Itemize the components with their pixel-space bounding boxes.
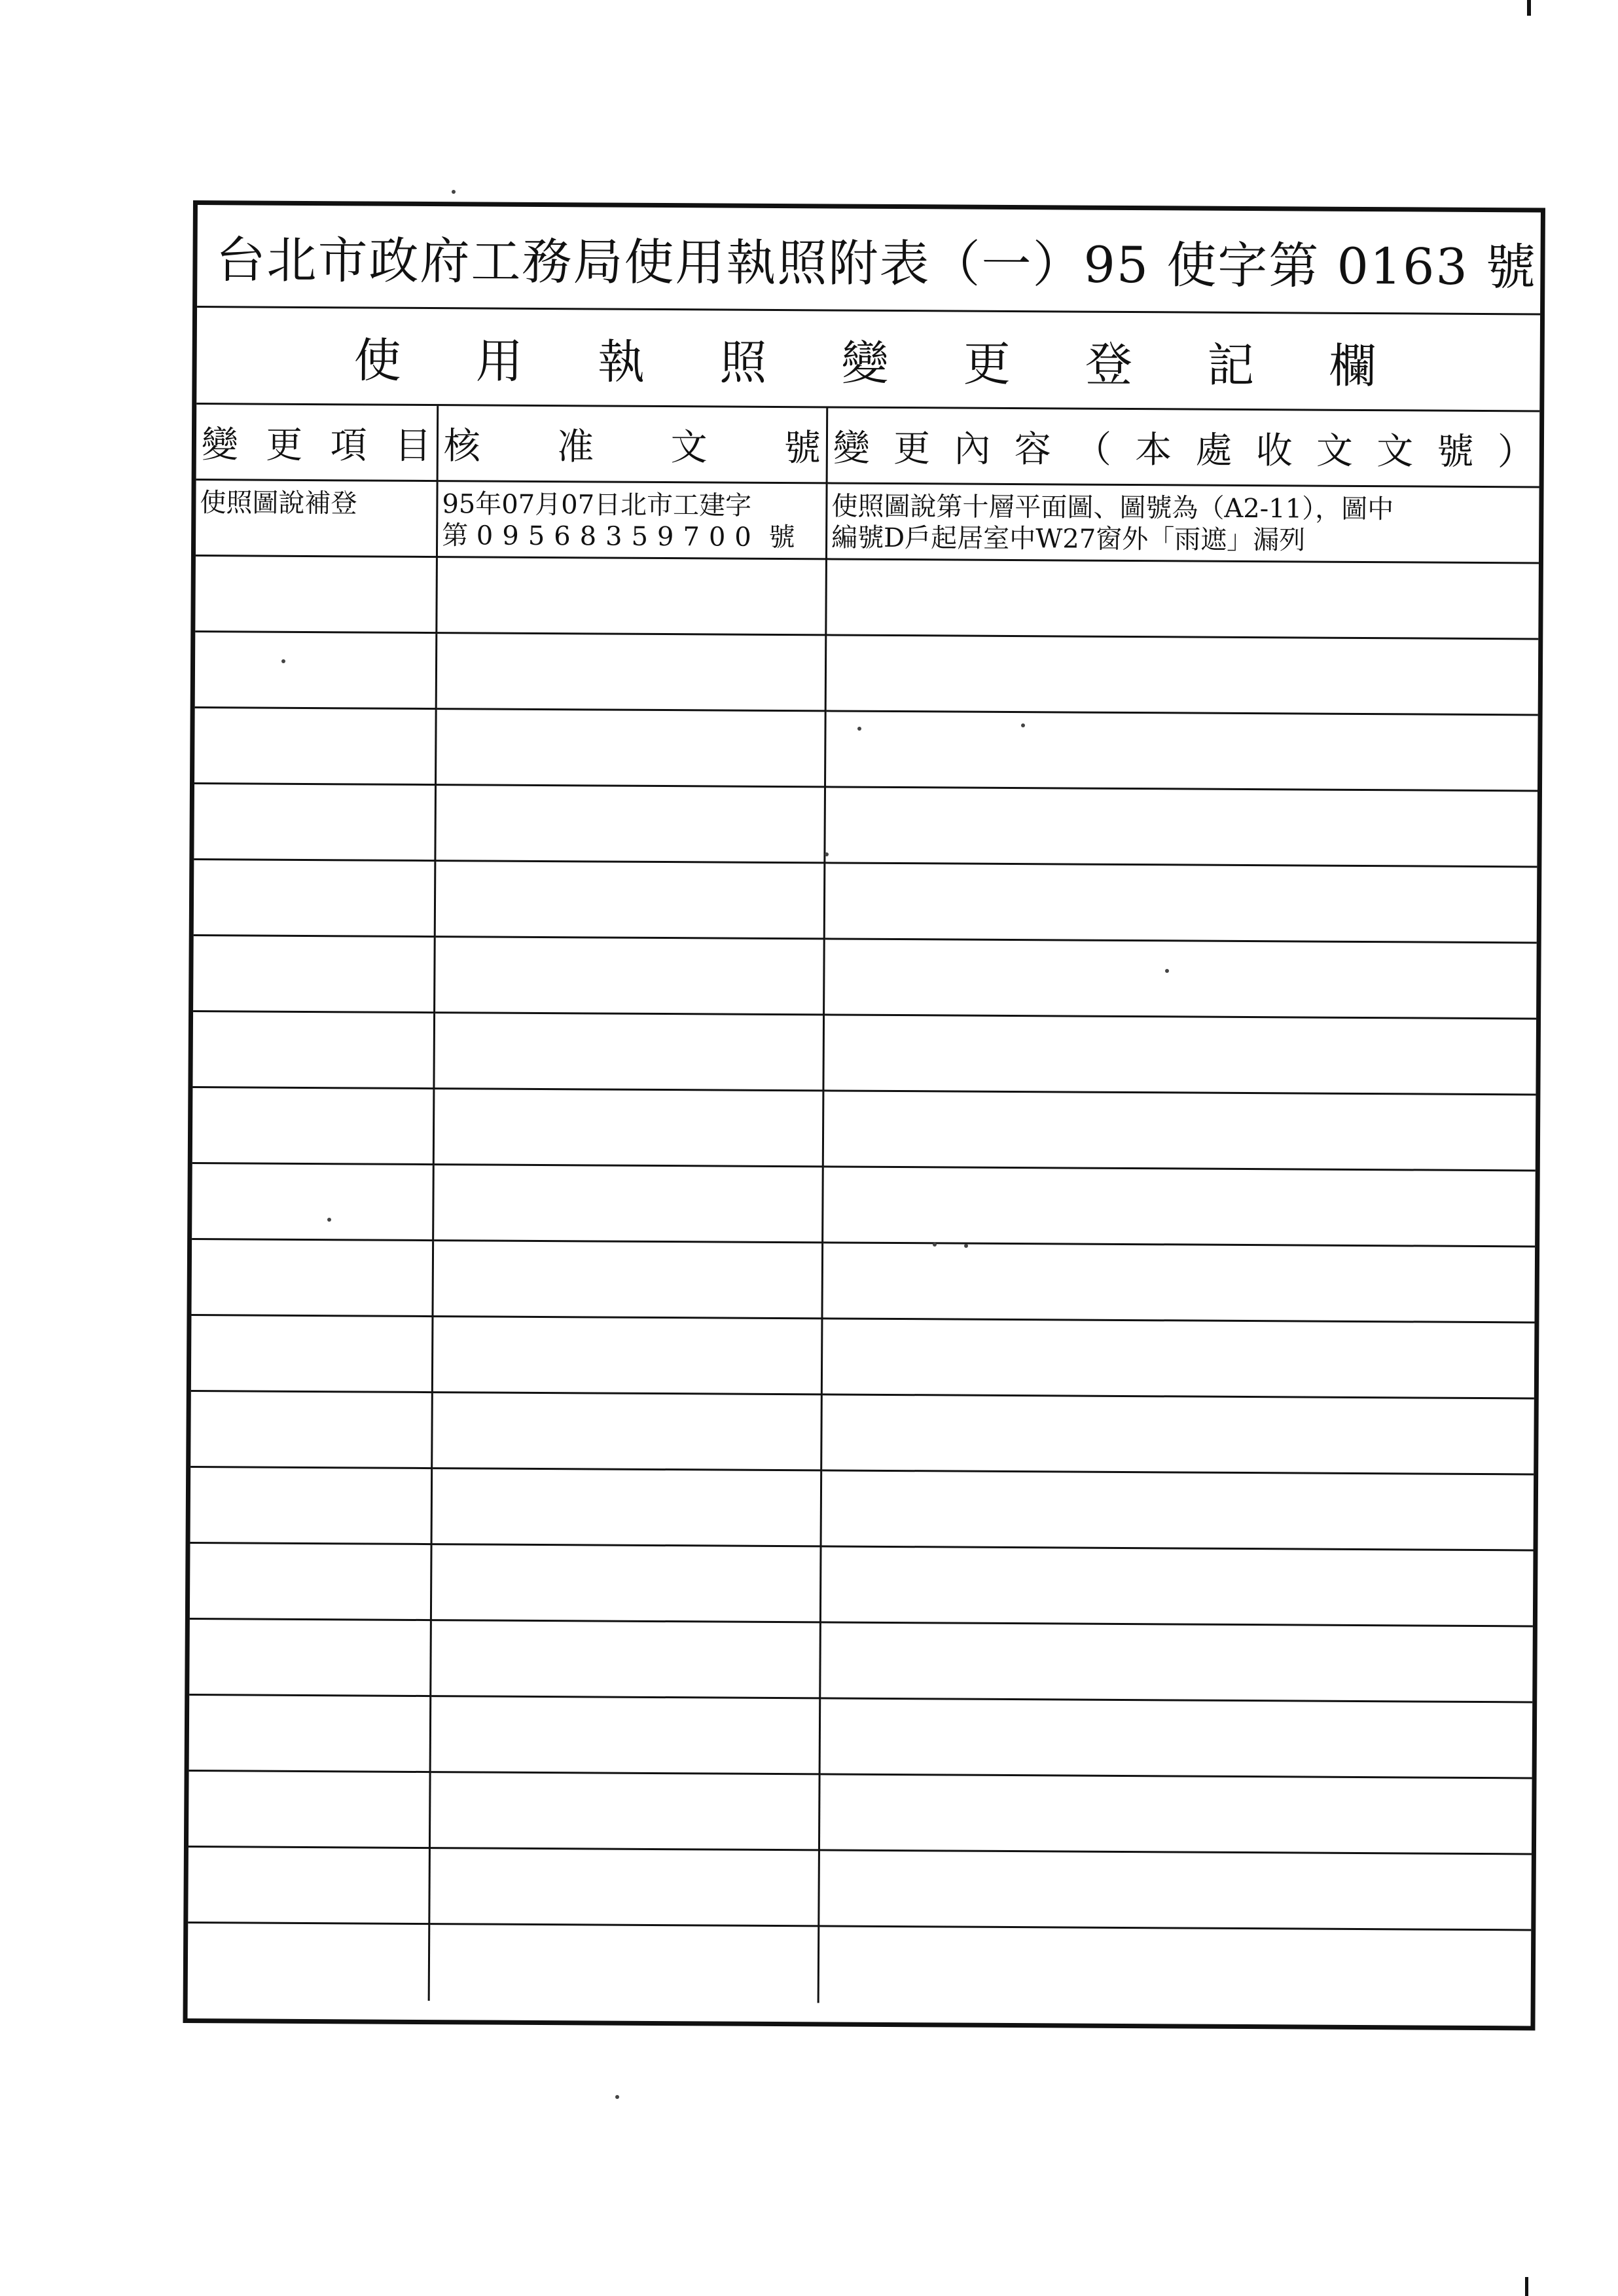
empty-cell-change-item <box>195 556 438 634</box>
empty-cell-change-item <box>190 1392 433 1469</box>
empty-cell-change-item <box>189 1772 431 1849</box>
empty-cell-approval-number <box>433 1241 823 1319</box>
empty-cell-change-content <box>827 560 1539 640</box>
header-approval-number-char: 號 <box>783 426 821 469</box>
scan-edge-mark-bottom <box>1525 2277 1528 2296</box>
empty-cell-change-content <box>822 1471 1534 1551</box>
change-registration-table <box>187 405 1539 2026</box>
empty-cell-approval-number <box>433 1393 823 1471</box>
subtitle-char: 更 <box>963 336 1011 392</box>
empty-cell-approval-number <box>432 1545 822 1623</box>
header-change-content-char: 處 <box>1195 429 1232 472</box>
empty-cell-change-content <box>819 1851 1532 1931</box>
empty-cell-approval-number <box>436 862 826 939</box>
empty-cell-approval-number <box>435 1013 825 1091</box>
header-change-content-char: 文 <box>1316 429 1354 473</box>
column-header-change-content <box>828 408 1540 488</box>
scan-speck <box>825 852 829 856</box>
approval-number-line-1: 95年07月07日北市工建字 <box>442 489 752 521</box>
subtitle-char: 使 <box>353 332 401 388</box>
header-approval-number-char: 文 <box>670 426 708 469</box>
empty-cell-change-item <box>188 1923 431 2001</box>
subtitle-char: 照 <box>719 334 767 390</box>
empty-cell-change-content <box>823 1319 1535 1399</box>
header-change-content-char: 收 <box>1255 429 1293 472</box>
empty-cell-approval-number <box>431 1697 821 1775</box>
empty-cell-change-item <box>192 1164 435 1241</box>
empty-cell-change-content <box>827 636 1539 716</box>
empty-cell-change-content <box>825 939 1537 1019</box>
empty-cell-approval-number <box>433 1469 823 1547</box>
empty-cell-change-item <box>191 1240 434 1317</box>
approval-number-value: 09568359700 <box>476 520 761 553</box>
empty-cell-change-item <box>192 1012 435 1089</box>
header-change-content-char: （ <box>1074 428 1112 471</box>
empty-cell-approval-number <box>431 1773 821 1851</box>
header-change-item-char: 更 <box>266 424 303 467</box>
scan-speck <box>964 1244 968 1248</box>
empty-cell-change-item <box>190 1544 433 1621</box>
empty-cell-change-content <box>823 1167 1536 1247</box>
empty-cell-change-item <box>189 1620 432 1697</box>
empty-cell-change-content <box>824 1091 1536 1171</box>
header-change-content-char: 變 <box>833 426 871 470</box>
scan-edge-mark-top <box>1527 0 1531 16</box>
header-change-item-char: 項 <box>330 424 367 467</box>
header-approval-number-char: 核 <box>443 424 481 467</box>
header-change-item-char: 目 <box>394 424 432 467</box>
header-change-content-char: 文 <box>1376 429 1414 473</box>
scan-speck <box>327 1218 331 1222</box>
empty-cell-change-content <box>819 1927 1532 2007</box>
empty-cell-change-content <box>822 1395 1534 1475</box>
subtitle-char: 用 <box>475 333 524 389</box>
scan-speck <box>452 190 456 194</box>
header-change-item-char: 變 <box>201 423 239 466</box>
empty-cell-approval-number <box>435 1089 825 1167</box>
empty-cell-change-item <box>190 1468 433 1545</box>
table-cell-change-item <box>196 481 439 558</box>
scan-speck <box>1021 723 1025 727</box>
usage-license-change-form <box>183 200 1545 2030</box>
empty-cell-approval-number <box>433 1317 823 1395</box>
header-change-content-char: ） <box>1497 430 1534 473</box>
table-cell-change-content <box>827 484 1539 564</box>
header-change-content-char: 本 <box>1135 428 1172 471</box>
empty-cell-change-content <box>825 864 1537 943</box>
empty-cell-change-item <box>194 784 437 862</box>
change-item-text: 使照圖說補登 <box>200 488 357 519</box>
empty-cell-change-item <box>194 708 437 786</box>
empty-cell-change-item <box>191 1316 434 1393</box>
approval-number-suffix: 號 <box>768 522 795 553</box>
scan-speck <box>615 2095 619 2099</box>
header-change-content-char: 號 <box>1437 430 1474 473</box>
empty-cell-approval-number <box>437 558 827 636</box>
scan-speck <box>857 727 861 731</box>
empty-cell-change-content <box>820 1775 1532 1855</box>
header-change-content-char: 容 <box>1014 428 1051 471</box>
empty-cell-change-content <box>824 1015 1536 1095</box>
subtitle-char: 執 <box>597 333 645 390</box>
column-header-approval-number <box>439 406 829 484</box>
subtitle-char: 登 <box>1085 337 1133 392</box>
empty-cell-change-item <box>189 1696 432 1773</box>
empty-cell-approval-number <box>430 1925 820 2003</box>
column-header-change-item <box>196 405 439 482</box>
empty-cell-approval-number <box>437 710 827 788</box>
subtitle-char: 變 <box>841 335 889 391</box>
empty-cell-approval-number <box>431 1621 821 1699</box>
empty-cell-change-item <box>193 936 436 1013</box>
approval-number-prefix: 第 <box>442 520 469 551</box>
header-approval-number-char: 准 <box>557 425 594 468</box>
empty-cell-change-content <box>825 788 1537 867</box>
table-cell-approval-number <box>438 482 828 560</box>
empty-cell-change-content <box>826 712 1538 792</box>
header-change-content-char: 內 <box>954 427 991 471</box>
empty-cell-change-content <box>823 1243 1535 1323</box>
empty-cell-approval-number <box>430 1849 820 1927</box>
empty-cell-approval-number <box>437 634 827 712</box>
empty-cell-change-content <box>821 1699 1533 1779</box>
form-subtitle <box>196 308 1540 412</box>
scan-speck <box>933 1243 937 1247</box>
subtitle-char: 欄 <box>1329 338 1376 393</box>
approval-number-line-2 <box>442 520 821 553</box>
empty-cell-approval-number <box>435 938 825 1015</box>
form-title <box>197 205 1541 315</box>
empty-cell-change-item <box>194 860 437 938</box>
empty-cell-approval-number <box>436 786 826 864</box>
empty-cell-change-content <box>821 1623 1533 1703</box>
empty-cell-approval-number <box>434 1165 824 1243</box>
header-change-content-char: 更 <box>893 427 931 470</box>
change-content-line-2: 編號D戶起居室中W27窗外「雨遮」漏列 <box>831 522 1306 556</box>
subtitle-char: 記 <box>1207 337 1255 393</box>
empty-cell-change-item <box>195 632 438 710</box>
empty-cell-change-item <box>192 1088 435 1165</box>
scan-speck <box>281 659 285 663</box>
change-content-line-1: 使照圖說第十層平面圖、圖號為（A2-11），圖中 <box>831 491 1394 525</box>
scan-speck <box>1165 969 1169 973</box>
empty-cell-change-item <box>188 1848 431 1925</box>
empty-cell-change-content <box>821 1547 1534 1627</box>
form-title-text: 台北市政府工務局使用執照附表（一）95 使字第 0163 號 <box>215 230 1537 296</box>
